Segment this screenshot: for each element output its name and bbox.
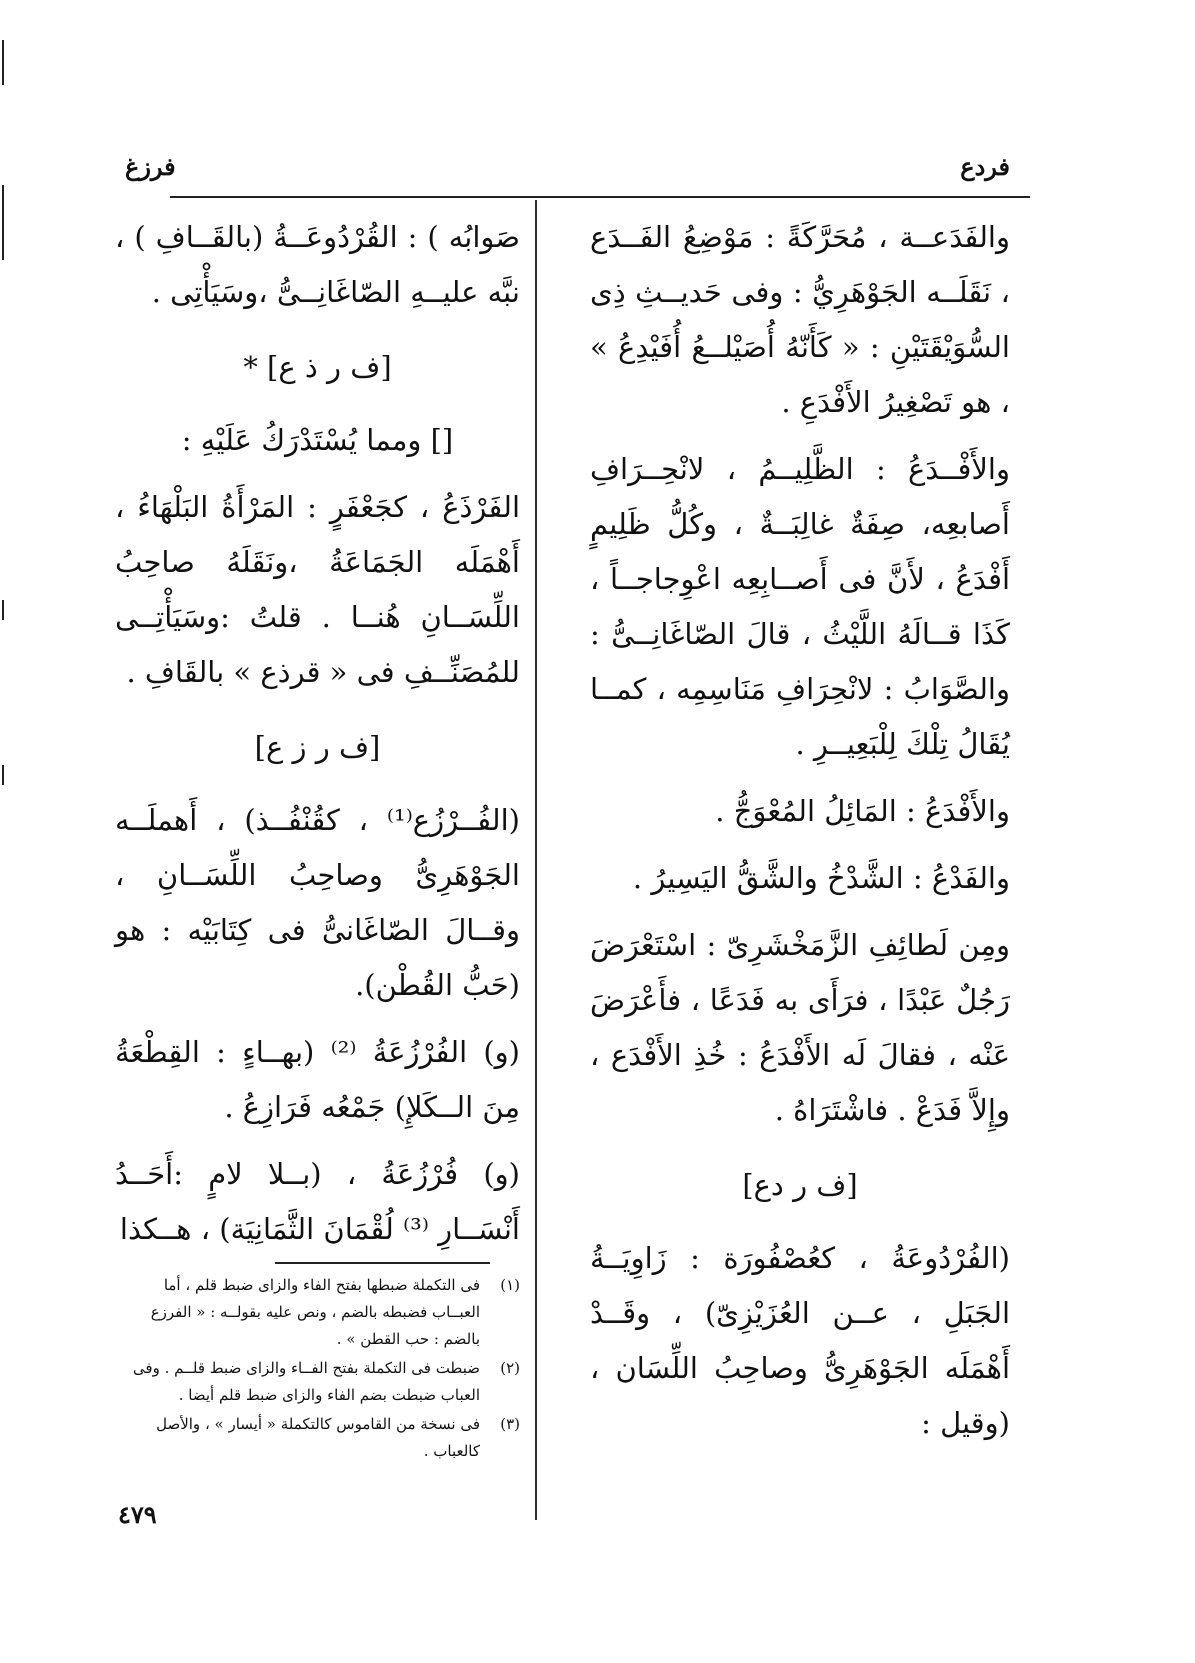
footnote-number: (٢) (500, 1359, 520, 1377)
entry-heading-frz3: [ف ر ز ع] (254, 730, 381, 764)
running-header-right: فردع (960, 152, 1010, 181)
entry-paragraph: (و) فُرْزُعَةُ ، (بــلا لامٍ :أَحَــدُ أَنْسَــارِ ⁽³⁾ لُقْمَانَ الثَّمَانِيَة) ، هــكذا (115, 1157, 520, 1246)
entry-paragraph: الفَرْذَعُ ، كجَعْفَرٍ : المَرْأَةُ البَلْهَاءُ ، أَهْمَلَه الجَمَاعَةُ ،ونَقَلَهُ صاحِبُ اللِّسَــانِ هُنــا . قلتُ :وسَيَأْتِــى للمُصَنِّــفِ فى « قرذع » بالقَافِ . (115, 490, 520, 689)
entry-paragraph: ومِن لَطائِفِ الزَّمَخْشَرِىّ : اسْتَعْرَضَ رَجُلٌ عَبْدًا ، فرَأَى به فَدَعًا ، فأَعْرَضَ عَنْه ، فقالَ لَه الأَفْدَعُ : خُذِ الأَفْدَع ، وإِلاَّ فَدَعْ . فاشْتَرَاهُ . (590, 928, 1010, 1127)
footnote-text: فى التكملة ضبطها بفتح الفاء والزاى ضبط قلم ، أما العبــاب فضبطه بالضم ، ونص عليه بقولــه : « الفرزع بالضم : حب القطن » . (150, 1276, 480, 1348)
footnote-rule (275, 1262, 490, 1264)
scan-edge-mark (2, 40, 4, 85)
footnotes (115, 1272, 520, 1467)
footnote (115, 1272, 520, 1353)
left-column (115, 210, 520, 1269)
footnote (115, 1411, 520, 1465)
footnote (115, 1355, 520, 1409)
entry-paragraph: والأَفْدَعُ : المَائِلُ المُعْوَجُّ . (715, 794, 1010, 828)
scan-edge-mark (2, 765, 4, 785)
column-divider (535, 200, 537, 1520)
entry-subheading: [] ومما يُسْتَدْرَكُ عَلَيْهِ : (181, 423, 454, 457)
scan-edge-mark (2, 185, 4, 260)
entry-paragraph: والفَدْعُ : الشَّدْخُ والشَّقُّ اليَسِيرُ . (632, 861, 1010, 895)
entry-heading-frd3: [ف ر دع] (742, 1168, 858, 1202)
footnote-text: ضبطت فى التكملة بفتح الفــاء والزاى ضبط قلــم . وفى العباب ضبطت بضم الفاء والزاى ضبط قلم أيضا . (132, 1359, 480, 1404)
entry-paragraph: صَوابُه ) : القُرْدُوعَــةُ (بالقَــافِ ) ، نبَّه عليــهِ الصّاغَانِــىُّ ،وسَيَأْتِى . (115, 220, 520, 309)
running-header-left: فرزغ (125, 152, 176, 181)
footnote-number: (٣) (500, 1415, 520, 1433)
scan-edge-mark (2, 600, 4, 620)
entry-paragraph: والفَدَعــة ، مُحَرَّكَةً : مَوْضِعُ الفَــدَع ، نَقَلَــه الجَوْهَرِيُّ : وفى حَديــثِ ذِى السُّوَيْقَتَيْنِ : « كَأَنّهُ أُصَيْلــعُ أُفَيْدِعُ » ، هو تَصْغِيرُ الأَفْدَعِ . (590, 220, 1010, 419)
footnote-number: (١) (500, 1276, 520, 1294)
footnote-text: فى نسخة من القاموس كالتكملة « أيسار » ، والأصل كالعباب . (156, 1415, 480, 1460)
page-number: ٤٧٩ (118, 1500, 157, 1529)
header-rule (170, 196, 1030, 198)
entry-paragraph: والأَفْــدَعُ : الظَّلِيــمُ ، لانْحِــرَافِ أَصابعِه، صِفَةٌ غالِبَــةٌ ، وكُلُّ ظَلِيمٍ أَفْدَعُ ، لأَنَّ فى أَصــابِعِه اعْوِجاجــاً ، كَذَا قــالَهُ اللَّيْثُ ، قالَ الصّاغَانِــىُّ : والصَّوَابُ : لانْحِرَافِ مَنَاسِمِه ، كمــا يُقَالُ تِلْكَ لِلْبَعِيــرِ . (590, 452, 1010, 761)
entry-paragraph: (الفُــرْزُع⁽¹⁾ ، كقُنْفُــذ) ، أَهملَــه الجَوْهَرِىُّ وصاحِبُ اللِّسَــانِ ، وقــالَ الصّاغَانىُّ فى كِتَابَيْه : هو (حَبُّ القُطْن). (115, 803, 520, 1002)
entry-heading-frdh3: [ف ر ذ ع] * (243, 350, 392, 384)
entry-paragraph: (الفُرْدُوعَةُ ، كعُصْفُورَة : زَاوِيَــةُ الجَبَلِ ، عــن العُزَيْزِىّ) ، وقَــدْ أَهْمَلَه الجَوْهَرِىُّ وصاحِبُ اللِّسَان ، (وقيل : (590, 1241, 1010, 1440)
right-column (590, 210, 1010, 1463)
entry-paragraph: (و) الفُرْزُعَةُ ⁽²⁾ (بهــاءٍ : القِطْعَةُ مِنَ الــكَلإِ) جَمْعُه فَرَازِعُ . (115, 1035, 520, 1124)
